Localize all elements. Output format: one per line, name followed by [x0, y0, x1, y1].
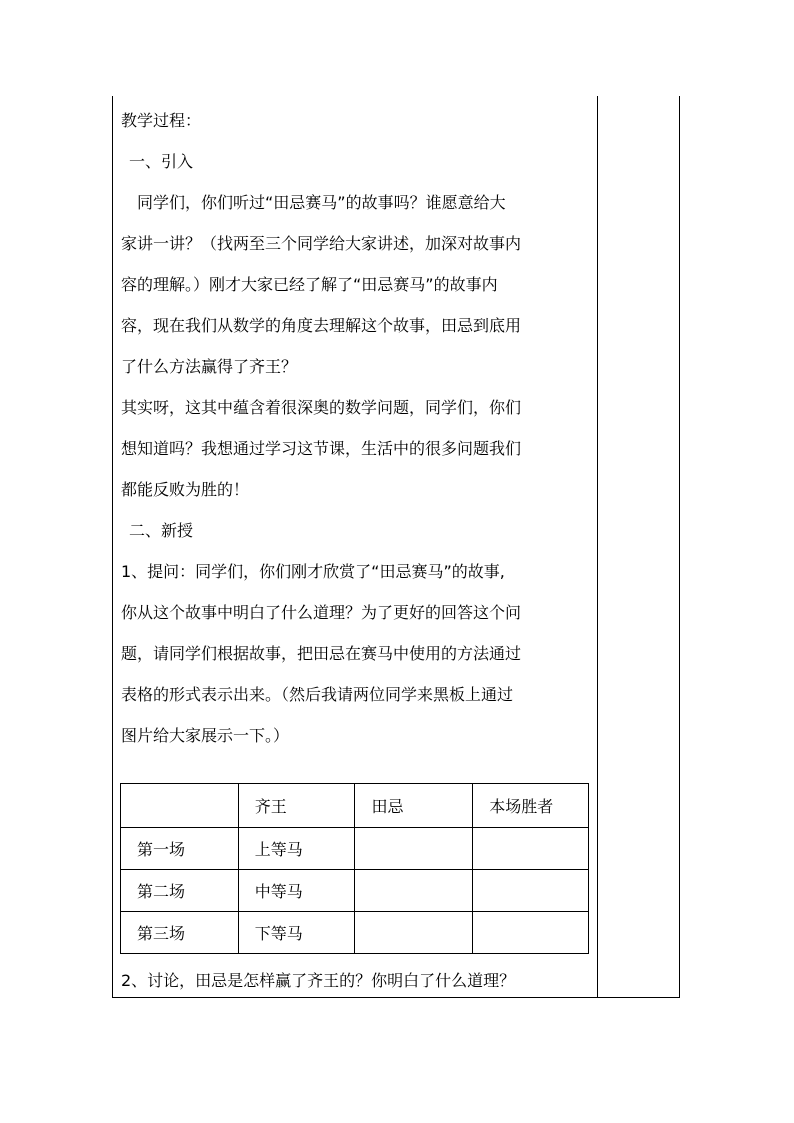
- table-row: [121, 870, 589, 912]
- section-title-new: 二、新授: [129, 521, 194, 540]
- winner-cell: [473, 870, 589, 912]
- intro-line-3: 容的理解。）刚才大家已经了解了“田忌赛马”的故事内: [121, 275, 498, 294]
- question-line-5: 图片给大家展示一下。）: [121, 726, 290, 745]
- column-divider: [597, 96, 598, 998]
- discussion-line: 2、讨论，田忌是怎样赢了齐王的？你明白了什么道理？: [121, 971, 516, 990]
- header-cell-empty: [121, 784, 239, 828]
- math-line-2: 想知道吗？我想通过学习这节课，生活中的很多问题我们: [121, 439, 522, 458]
- table-header-row: [121, 784, 589, 828]
- question-line-3: 题，请同学们根据故事，把田忌在赛马中使用的方法通过: [121, 644, 522, 663]
- round-cell: 第三场: [121, 912, 239, 954]
- intro-line-2: 家讲一讲？（找两至三个同学给大家讲述，加深对故事内: [121, 234, 522, 253]
- table-row: [121, 828, 589, 870]
- qi-king-horse-cell: 中等马: [238, 870, 355, 912]
- intro-line-4: 容，现在我们从数学的角度去理解这个故事，田忌到底用: [121, 316, 522, 335]
- tian-ji-horse-cell: [355, 912, 473, 954]
- question-line-2: 你从这个故事中明白了什么道理？为了更好的回答这个问: [121, 603, 522, 622]
- math-line-3: 都能反败为胜的！: [121, 480, 250, 499]
- qi-king-horse-cell: 上等马: [238, 828, 355, 870]
- question-line-1: 1、提问：同学们，你们刚才欣赏了“田忌赛马”的故事,: [121, 562, 505, 581]
- math-line-1: 其实呀，这其中蕴含着很深奥的数学问题，同学们，你们: [121, 398, 522, 417]
- header-cell-qi-king: 齐王: [238, 784, 355, 828]
- qi-king-horse-cell: 下等马: [238, 912, 355, 954]
- horse-race-table: [120, 783, 589, 954]
- round-cell: 第一场: [121, 828, 239, 870]
- question-line-4: 表格的形式表示出来。（然后我请两位同学来黑板上通过: [121, 685, 514, 704]
- round-cell: 第二场: [121, 870, 239, 912]
- section-title-intro: 一、引入: [129, 152, 194, 171]
- winner-cell: [473, 912, 589, 954]
- table-row: [121, 912, 589, 954]
- tian-ji-horse-cell: [355, 870, 473, 912]
- process-heading: 教学过程：: [121, 111, 202, 130]
- lesson-content: [121, 100, 593, 756]
- header-cell-winner: 本场胜者: [473, 784, 589, 828]
- tian-ji-horse-cell: [355, 828, 473, 870]
- intro-line-1: 同学们，你们听过“田忌赛马”的故事吗？谁愿意给大: [137, 193, 506, 212]
- header-cell-tian-ji: 田忌: [355, 784, 473, 828]
- winner-cell: [473, 828, 589, 870]
- intro-line-5: 了什么方法赢得了齐王？: [121, 357, 298, 376]
